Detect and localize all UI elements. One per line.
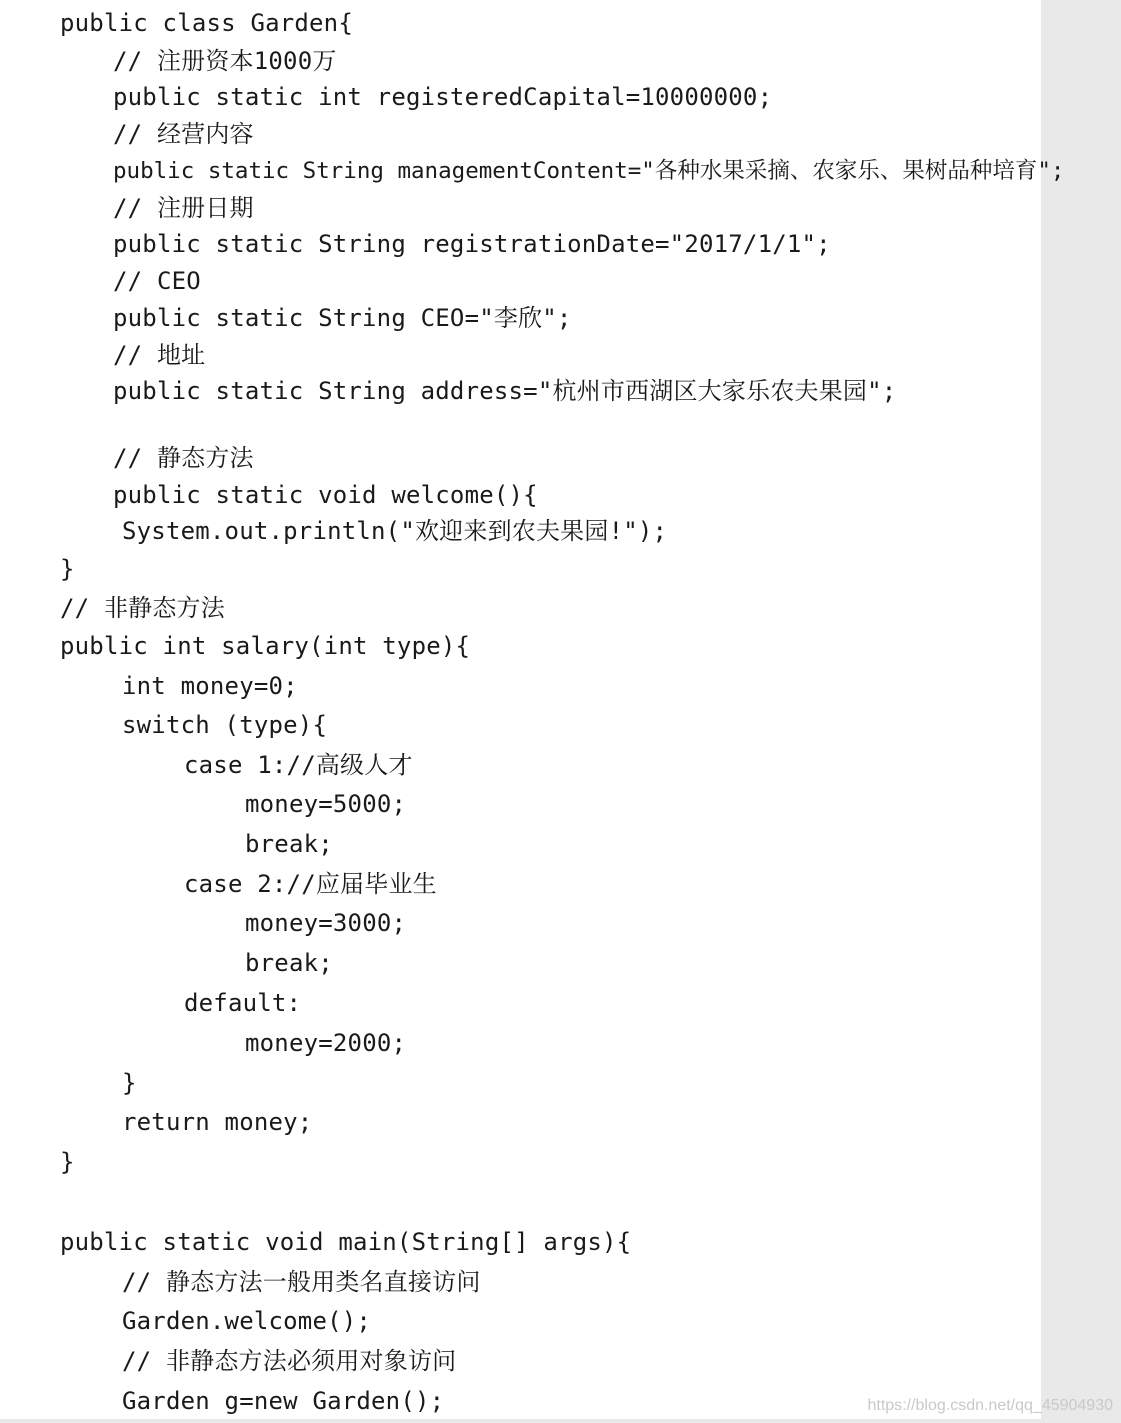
code-line-registration-date: public static String registrationDate="2017/1/1"; (113, 230, 831, 258)
code-line-comment-capital: // 注册资本1000万 (113, 47, 337, 75)
code-line-money-2000: money=2000; (245, 1029, 407, 1057)
code-line-welcome-call: Garden.welcome(); (122, 1307, 372, 1335)
code-line-comment-static-method: // 静态方法 (113, 444, 254, 472)
code-line-salary-close: } (60, 1148, 75, 1176)
code-line-comment-date: // 注册日期 (113, 194, 254, 222)
code-line-salary-decl: public int salary(int type){ (60, 632, 471, 660)
code-line-ceo: public static String CEO="李欣"; (113, 304, 572, 332)
code-line-registered-capital: public static int registeredCapital=10000000; (113, 83, 773, 111)
code-line-switch-close: } (122, 1069, 137, 1097)
code-line-comment-nonstatic: // 非静态方法 (60, 594, 225, 622)
code-line-comment-content: // 经营内容 (113, 120, 254, 148)
code-line-class-decl: public class Garden{ (60, 9, 353, 37)
code-line-welcome-decl: public static void welcome(){ (113, 481, 538, 509)
code-line-close-brace: } (60, 555, 75, 583)
code-line-money-3000: money=3000; (245, 909, 407, 937)
code-line-comment-address: // 地址 (113, 341, 206, 369)
code-line-default: default: (184, 989, 302, 1017)
code-line-comment-ceo: // CEO (113, 267, 201, 295)
code-line-main-decl: public static void main(String[] args){ (60, 1228, 632, 1256)
code-line-money-5000: money=5000; (245, 790, 407, 818)
code-line-new-garden: Garden g=new Garden(); (122, 1387, 445, 1415)
code-line-break-2: break; (245, 949, 333, 977)
code-line-comment-object-access: // 非静态方法必须用对象访问 (122, 1347, 457, 1375)
code-line-case-2: case 2://应届毕业生 (184, 870, 437, 898)
code-line-println: System.out.println("欢迎来到农夫果园!"); (122, 517, 668, 545)
code-line-switch: switch (type){ (122, 711, 328, 739)
code-line-address: public static String address="杭州市西湖区大家乐农夫果园"; (113, 377, 897, 405)
code-line-management-content: public static String managementContent="各种水果采摘、农家乐、果树品种培育"; (113, 158, 1065, 184)
code-line-break-1: break; (245, 830, 333, 858)
watermark-url: https://blog.csdn.net/qq_45904930 (867, 1397, 1113, 1414)
code-line-comment-classname-access: // 静态方法一般用类名直接访问 (122, 1268, 481, 1296)
code-line-case-1: case 1://高级人才 (184, 751, 413, 779)
code-line-money-init: int money=0; (122, 672, 298, 700)
code-line-return: return money; (122, 1108, 313, 1136)
